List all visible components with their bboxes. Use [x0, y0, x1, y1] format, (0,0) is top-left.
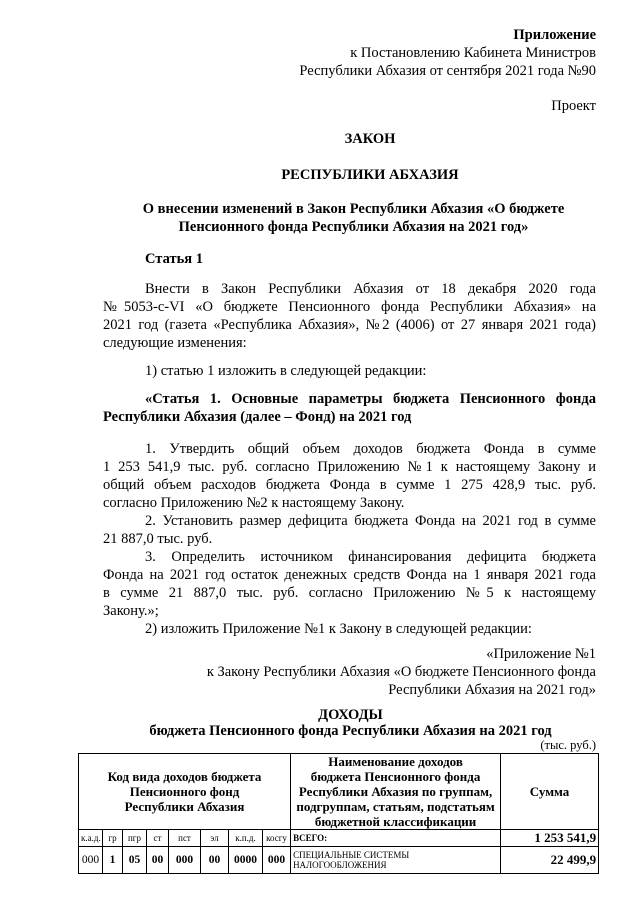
law-heading-line-2: Пенсионного фонда Республики Абхазия на 2021 год» [178, 219, 529, 235]
item-1: 1) статью 1 изложить в следующей редакции: [145, 363, 427, 379]
project-label: Проект [551, 98, 596, 114]
code-kad: 000 [79, 847, 103, 874]
subheader-el: эл [201, 830, 229, 847]
revenue-table [78, 753, 599, 874]
appendix-line-2: Республики Абхазия от сентября 2021 года №90 [299, 63, 596, 79]
table-row [79, 847, 599, 874]
unit-label: (тыс. руб.) [540, 738, 596, 752]
intro-line-3: 2021 год (газета «Республика Абхазия», №2 (4006) от 27 января 2021 года) [103, 317, 596, 333]
code-header: Код вида доходов бюджета Пенсионного фонд Республики Абхазия [79, 754, 291, 830]
intro-line-1: Внести в Закон Республики Абхазия от 18 декабря 2020 года [145, 281, 596, 297]
subheader-kad: к.а.д. [79, 830, 103, 847]
code-el: 00 [201, 847, 229, 874]
subheader-pgr: пгр [123, 830, 147, 847]
law-subtitle: РЕСПУБЛИКИ АБХАЗИЯ [281, 167, 459, 183]
code-pst: 000 [169, 847, 201, 874]
quoted-appendix-line-3: Республики Абхазия на 2021 год» [388, 682, 596, 698]
row-sum: 22 499,9 [501, 847, 599, 874]
total-label: ВСЕГО: [291, 830, 501, 847]
p1-line-2: 1 253 541,9 тыс. руб. согласно Приложению №1 к настоящему Закону и [103, 459, 596, 475]
revenue-title: ДОХОДЫ [318, 707, 383, 723]
revenue-subtitle: бюджета Пенсионного фонда Республики Абхазия на 2021 год [149, 723, 552, 739]
p3-line-1: 3. Определить источником финансирования дефицита бюджета [145, 549, 596, 565]
law-heading-line-1: О внесении изменений в Закон Республики Абхазия «О бюджете [142, 201, 565, 217]
p1-line-1: 1. Утвердить общий объем доходов бюджета Фонда в сумме [145, 441, 596, 457]
table-header-row [79, 754, 599, 830]
code-kpd: 0000 [229, 847, 263, 874]
code-gr: 1 [103, 847, 123, 874]
quoted-appendix-line-1: «Приложение №1 [486, 646, 596, 662]
p1-line-3: общий объем расходов бюджета Фонда в сумме 1 275 428,9 тыс. руб. [103, 477, 596, 493]
p1-line-4: согласно Приложению №2 к настоящему Закону. [103, 495, 405, 511]
appendix-title: Приложение [513, 27, 596, 43]
quoted-appendix-line-2: к Закону Республики Абхазия «О бюджете Пенсионного фонда [206, 664, 596, 680]
intro-line-2: №5053-с-VI «О бюджете Пенсионного фонда Республики Абхазия» на [103, 299, 596, 315]
intro-line-4: следующие изменения: [103, 335, 247, 351]
law-title: ЗАКОН [344, 131, 396, 147]
subheader-kosgu: косгу [263, 830, 291, 847]
item-2: 2) изложить Приложение №1 к Закону в следующей редакции: [145, 621, 532, 637]
p2-line-2: 21 887,0 тыс. руб. [103, 531, 213, 547]
appendix-line-1: к Постановлению Кабинета Министров [350, 45, 596, 61]
code-pgr: 05 [123, 847, 147, 874]
subheader-pst: пст [169, 830, 201, 847]
total-sum: 1 253 541,9 [501, 830, 599, 847]
quoted-article-line-1: «Статья 1. Основные параметры бюджета Пенсионного фонда [145, 391, 596, 407]
name-header: Наименование доходов бюджета Пенсионного фонда Республики Абхазия по группам, подгруппам, статьям, подстатьям бюджетной классификации [291, 754, 501, 830]
subheader-gr: гр [103, 830, 123, 847]
quoted-article-line-2: Республики Абхазия (далее – Фонд) на 2021 год [103, 409, 412, 425]
sum-header: Сумма [501, 754, 599, 830]
subheader-st: ст [147, 830, 169, 847]
p3-line-4: Закону.»; [103, 603, 159, 619]
p3-line-2: Фонда на 2021 год остаток денежных средств Фонда на 1 января 2021 года [103, 567, 596, 583]
row-name: СПЕЦИАЛЬНЫЕ СИСТЕМЫ НАЛОГООБЛОЖЕНИЯ [291, 847, 501, 874]
code-kosgu: 000 [263, 847, 291, 874]
p3-line-3: в сумме 21 887,0 тыс. руб. согласно Приложению №5 к настоящему [103, 585, 596, 601]
code-st: 00 [147, 847, 169, 874]
p2-line-1: 2. Установить размер дефицита бюджета Фонда на 2021 год в сумме [145, 513, 596, 529]
table-total-row [79, 830, 599, 847]
article-1-label: Статья 1 [145, 251, 203, 267]
subheader-kpd: к.п.д. [229, 830, 263, 847]
